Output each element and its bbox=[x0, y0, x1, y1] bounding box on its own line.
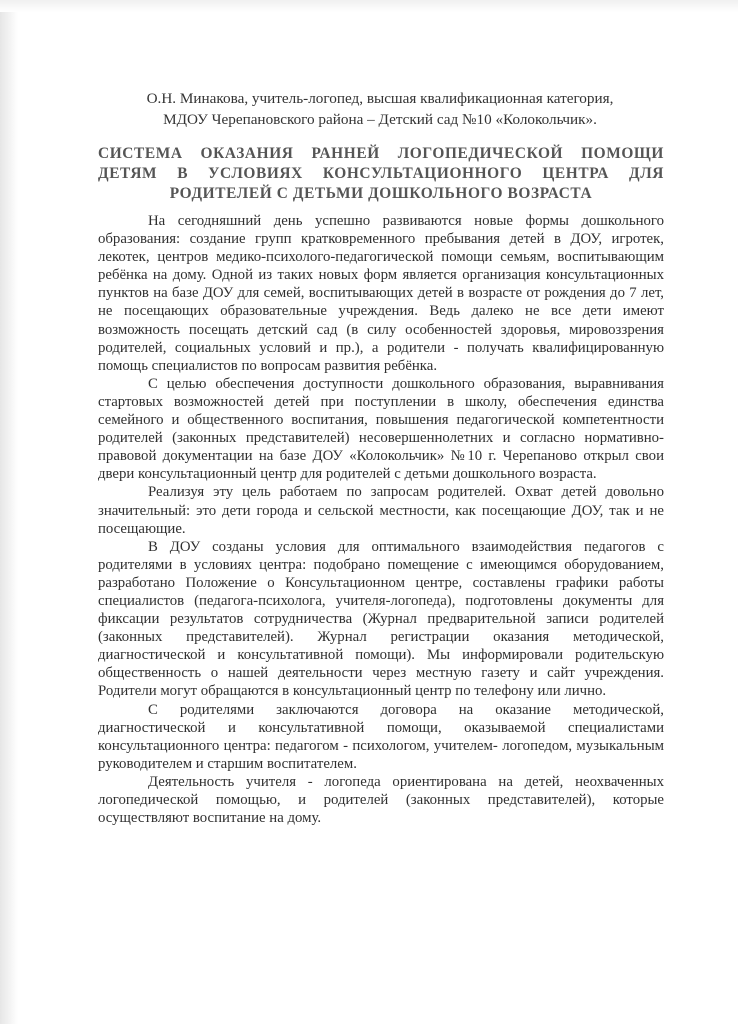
author-line-2: МДОУ Черепановского района – Детский сад №10 «Колокольчик». bbox=[163, 111, 597, 128]
scan-shadow bbox=[0, 0, 738, 12]
document-title: СИСТЕМА ОКАЗАНИЯ РАННЕЙ ЛОГОПЕДИЧЕСКОЙ ПОМОЩИ ДЕТЯМ В УСЛОВИЯХ КОНСУЛЬТАЦИОННОГО ЦЕНТРА ДЛЯ РОДИТЕЛЕЙ С ДЕТЬМИ ДОШКОЛЬНОГО ВОЗРАСТА bbox=[98, 145, 664, 202]
paragraph: Деятельность учителя - логопеда ориентирована на детей, неохваченных логопедической помощью, и родителей (законных представителей), которые осуществляют воспитание на дому. bbox=[98, 773, 664, 827]
paragraph: В ДОУ созданы условия для оптимального взаимодействия педагогов с родителями в условиях центра: подобрано помещение с имеющимся оборудованием, разработано Положение о Консультационном центре, составлены графики работы специалистов (педагога-психолога, учителя-логопеда), подготовлены документы для фиксации результатов сотрудничества (Журнал предварительной записи родителей (законных представителей). Журнал регистрации оказания методической, диагностической и консультативной помощи). Мы информировали родительскую общественность о нашей деятельности через местную газету и сайт учреждения. Родители могут обращаются в консультационный центр по телефону или лично. bbox=[98, 538, 664, 700]
paragraph: На сегодняшний день успешно развиваются новые формы дошкольного образования: создание групп кратковременного пребывания детей в ДОУ, игротек, лекотек, центров медико-психолого-педагогической помощи семьям, воспитывающим ребёнка на дому. Одной из таких новых форм является организация консультационных пунктов на базе ДОУ для семей, воспитывающих детей в возрасте от рождения до 7 лет, не посещающих образовательные учреждения. Ведь далеко не все дети имеют возможность посещать детский сад (в силу особенностей здоровья, мировоззрения родителей, социальных условий и пр.), а родители - получать квалифицированную помощь специалистов по вопросам развития ребёнка. bbox=[98, 213, 664, 374]
scan-edge bbox=[0, 0, 18, 1024]
paragraph: С целью обеспечения доступности дошкольного образования, выравнивания стартовых возможностей детей при поступлении в школу, обеспечения единства семейного и общественного воспитания, повышения педагогической компетентности родителей (законных представителей) несовершеннолетних и согласно нормативно-правовой документации на базе ДОУ «Колокольчик» №10 г. Черепаново открыл свои двери консультационный центр для родителей с детьми дошкольного возраста. bbox=[98, 375, 664, 483]
author-info bbox=[100, 88, 660, 130]
author-line-1: О.Н. Минакова, учитель-логопед, высшая квалификационная категория, bbox=[146, 90, 614, 107]
paragraph: С родителями заключаются договора на оказание методической, диагностической и консультативной помощи, оказываемой специалистами консультационного центра: педагогом - психологом, учителем- логопедом, музыкальным руководителем и старшим воспитателем. bbox=[98, 701, 664, 772]
document-body bbox=[98, 212, 664, 827]
paragraph: Реализуя эту цель работаем по запросам родителей. Охват детей довольно значительный: это дети города и сельской местности, как посещающие ДОУ, так и не посещающие. bbox=[98, 484, 664, 537]
